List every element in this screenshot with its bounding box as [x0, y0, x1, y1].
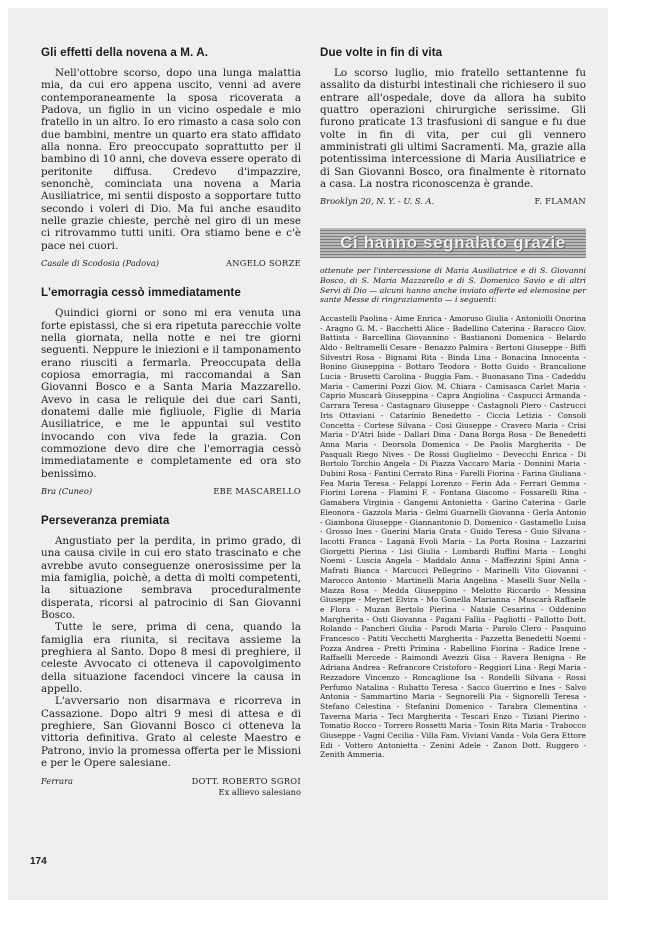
- article-paragraph: Quindici giorni or sono mi era venuta una forte epistassi, che si era ripetuta parecchie volte nella giornata, nella notte e nei tre giorni seguenti. Neppure le iniezioni e il tamponamento erano riusciti a fermarla. Preoccupata della copiosa emorragia, mi raccomandai a San Giovanni Bosco e a Santa Maria Mazzarello. Avevo in casa le reliquie dei due cari Santi, donatemi dalle mie figliuole, Figlie di Maria Ausiliatrice, e me le appuntai sul vestito invocando con viva fede la grazia. Con commozione devo dire che l'emorragia cessò immediatamente e completamente ed ora sto benissimo.: [41, 307, 301, 480]
- article-novena: [41, 46, 301, 268]
- signature-name: EBE MASCARELLO: [213, 485, 301, 496]
- article-title: Gli effetti della novena a M. A.: [41, 46, 209, 59]
- article-title: Perseveranza premiata: [41, 513, 170, 527]
- article-signature: [41, 776, 301, 786]
- article-signature: [41, 486, 301, 496]
- grazie-banner: [320, 228, 586, 258]
- article-fin-di-vita: [320, 46, 586, 206]
- article-paragraph: Angustiato per la perdita, in primo grado, di una causa civile in cui ero stato trascinato e che avrebbe avuto conseguenze onerosissime per la mia famiglia, poichè, a detta di molti competenti, la situazione sembrava proceduralmente disperata, ricorsi al patrocinio di San Giovanni Bosco.: [41, 534, 301, 622]
- article-body: [41, 67, 301, 252]
- page-number: 174: [30, 856, 47, 867]
- banner-title: Ci hanno segnalato grazie: [340, 233, 566, 253]
- signature-note: Ex allievo salesiano: [218, 786, 301, 797]
- grazie-intro: ottenute per l'intercessione di Maria Ausiliatrice e di S. Giovanni Bosco, di S. Maria Mazzarello e di S. Domenico Savio e di altri Servi di Dio — alcuni hanno anche inviato offerte ed elemosine per sante Messe di ringraziamento — i seguenti:: [320, 266, 586, 305]
- article-title: L'emorragia cessò immediatamente: [41, 286, 241, 300]
- article-body: [41, 307, 301, 480]
- article-signature: [320, 196, 586, 206]
- article-title: Due volte in fin di vita: [320, 46, 443, 59]
- magazine-page: [8, 8, 608, 900]
- article-paragraph: Nell'ottobre scorso, dopo una lunga malattia mia, da cui ero appena uscito, venni ad avere contemporaneamente la sposa ricoverata a Padova, un figlio in un vicino ospedale e mio fratello in un altro. Io ero rimasto a casa solo con due bambini, mentre un quarto era stato affidato alla nonna. Ero preoccupato soprattutto per il bambino di 10 anni, che doveva essere operato di peritonite diffusa. Credevo d'impazzire, senonchè, cominciata una novena a Maria Ausiliatrice, mi sentii disposto a sopportare tutto secondo i voleri di Dio. Ma fui anche esaudito nelle grazie chieste, perchè nel giro di un mese ci ritrovammo tutti uniti. Ora stiamo bene e c'è pace nei cuori.: [41, 67, 301, 252]
- article-perseveranza: [41, 514, 301, 797]
- grazie-names-list: Accastelli Paolina - Aime Enrica - Amoruso Giulia - Antoniolli Onorina - Aragno G. M. - Bacchetti Alice - Badellino Caterina - Baracco Giov. Battista - Barcellina Giovannino - Bastianoni Domenica - Belardo Aldo - Beltramelli Cesare - Benazzo Palmira - Bertoni Giuseppe - Biffi Silvestri Rosa - Bignami Rita - Binda Lina - Bonacina Innocenta - Bonino Giuseppina - Bottaro Teodora - Botto Guido - Brancalione Lucia - Brusetti Carolina - Buggia Fam. - Buonasano Tina - Cadeddu Maria - Camerini Pozzi Giov. M. Chiara - Camisasca Carlet Maria - Caprio Muscarà Giuseppina - Capra Angiolina - Caspucci Armanda - Carrara Teresa - Castagnaro Giuseppe - Castagnoli Piero - Castrucci Iris Ottaviani - Catarinio Benedetto - Ciccia Letizia - Consoli Concetta - Cortese Silvana - Cosi Giuseppe - Cravero Maria - Crisi Maria - D'Atri Iside - Dallari Dina - Dana Borga Rosa - De Benedetti Anna Maria - Deorsola Domenica - De Paolis Margherita - De Pasquali Riego Nives - De Rossi Guglielmo - Devecchi Enrica - Di Bortolo Torchio Angela - Di Piazza Vaccaro Maria - Donnini Maria - Dubini Rosa - Fantini Cerrato Rina - Farelli Fiorina - Farina Giuliana - Fea Maria Teresa - Felappi Lorenzo - Ferin Ada - Ferrari Gemma - Fiorini Lorena - Flamini F. - Fontana Giacomo - Fossarelli Rina - Gamabera Virginia - Gangemi Antonietta - Garino Caterina - Garle Eleonora - Gazzola Maria - Gelmi Guarnelli Giovanna - Gerla Antonio - Giambona Giuseppe - Giannantonio D. Domenico - Gastamello Luisa - Grosso Ines - Guerini Maria Grata - Guido Teresa - Guio Silvana - Iacotti Franca - Laganà Evoli Maria - La Porta Rosina - Lazzarini Giorgetti Pierina - Lisi Giulia - Lombardi Ruffini Maria - Longhi Noemi - Luscia Angela - Maddalo Anna - Maffezzini Spini Anna - Mafrati Bianca - Marcucci Pellegrino - Marinelli Vito Giovanni - Marocco Antonio - Martinelli Maria Angelina - Maselli Suor Nella - Mazza Rosa - Medda Giuseppino - Melotto Riccardo - Messina Giuseppe - Meynet Elvira - Mo Gonella Marianna - Muscarà Raffaele e Flora - Muzan Bertolo Pierina - Natale Cesarina - Oddenino Margherita - Osti Giovanna - Pagani Fallia - Pagliotti - Pallotto Dott. Rolando - Pancheri Giulia - Parodi Maria - Parolo Clero - Pasquino Francesco - Patiti Vecchetti Margherita - Pazzetta Benedetti Noemi - Pozza Andrea - Pretti Primina - Rabellino Fiorina - Radice Irene - Raffaelli Mercede - Raimondi Avezzù Gisa - Ravera Benigna - Re Adriana Andrea - Refrancore Cristoforo - Reggiori Lina - Regi Maria - Rezzadore Vincenzo - Roncaglione Isa - Rondelli Silvana - Rossi Perfumo Natalina - Rubatto Teresa - Sacco Guerrino e Ines - Salvo Antonia - Sammartino Maria - Segnorelli Pia - Signorelli Teresa - Stefano Celestina - Stefanini Domenico - Tarabra Clementina - Taverna Maria - Teci Margherita - Tescari Enzo - Tiziani Pierino - Tomatio Rocco - Torrero Rossetti Maria - Tosin Rita Maria - Trabocco Giuseppe - Vagni Cecilia - Villa Fam. Viviani Vanda - Vola Gera Ettore Edi - Vottero Antonietta - Zenini Adele - Zanon Dott. Ruggero - Zenith Ammeria.: [320, 313, 586, 760]
- article-paragraph: L'avversario non disarmava e ricorreva in Cassazione. Dopo altri 9 mesi di attesa e di preghiere, San Giovanni Bosco ci otteneva la vittoria definitiva. Grato al celeste Maestro e Patrono, invio la promessa offerta per le Missioni e per le Opere salesiane.: [41, 695, 301, 770]
- signature-place: Brooklyn 20, N. Y. - U. S. A.: [320, 196, 435, 207]
- signature-place: Ferrara: [41, 775, 74, 786]
- article-paragraph: Tutte le sere, prima di cena, quando la famiglia era riunita, si recitava assieme la preghiera al Santo. Dopo 8 mesi di preghiere, il celeste Avvocato ci otteneva il capovolgimento della situazione facendoci vincere la causa in appello.: [41, 621, 301, 696]
- article-emorragia: [41, 286, 301, 496]
- signature-place: Bra (Cuneo): [41, 485, 93, 496]
- signature-name: ANGELO SORZE: [225, 258, 301, 269]
- signature-name: F. FLAMAN: [534, 196, 586, 207]
- article-paragraph: Lo scorso luglio, mio fratello settantenne fu assalito da disturbi intestinali che richiesero il suo entrare all'ospedale, dove da allora ha subito quattro operazioni chirurgiche serissime. Gli furono praticate 13 trasfusioni di sangue e fu due volte in fin di vita, per cui gli vennero amministrati gli ultimi Sacramenti. Ma, grazie alla potentissima intercessione di Maria Ausiliatrice e di San Giovanni Bosco, ora finalmente è ritornato a casa. La nostra riconoscenza è grande.: [320, 67, 586, 191]
- signature-name: DOTT. ROBERTO SGROI: [191, 775, 301, 786]
- right-column: [320, 46, 586, 760]
- article-body: [320, 67, 586, 190]
- left-column: [41, 46, 301, 809]
- article-body: [41, 535, 301, 770]
- article-signature: [41, 258, 301, 268]
- signature-place: Casale di Scodosia (Padova): [41, 258, 159, 269]
